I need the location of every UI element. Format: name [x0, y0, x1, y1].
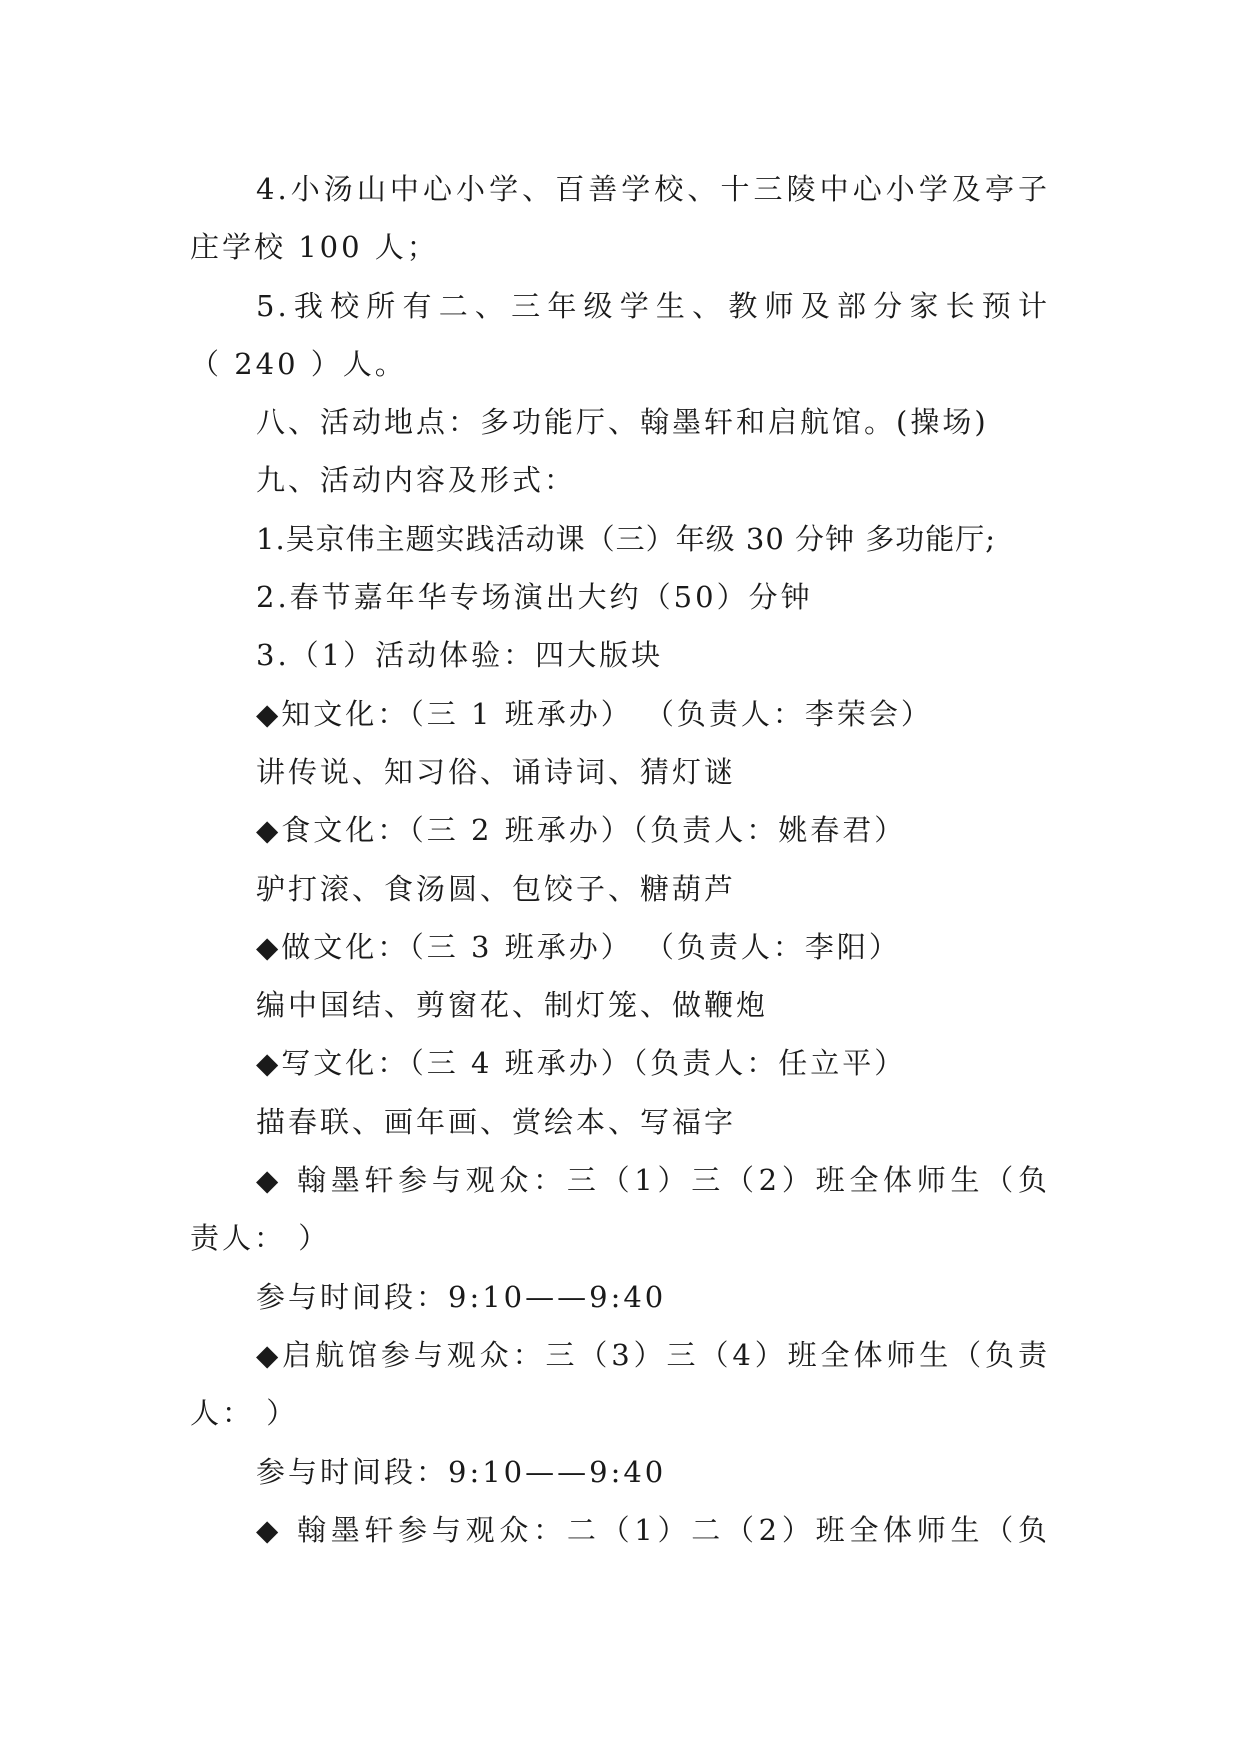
- text-line: 驴打滚、食汤圆、包饺子、糖葫芦: [256, 871, 737, 906]
- text-line: 人： ）: [190, 1396, 299, 1431]
- text-line: 5.我校所有二、三年级学生、教师及部分家长预计: [256, 288, 1050, 323]
- text-line: 2.春节嘉年华专场演出大约（50）分钟: [256, 580, 813, 615]
- text-line: 八、活动地点：多功能厅、翰墨轩和启航馆。(操场): [256, 405, 989, 440]
- text-line: （ 240 ）人。: [190, 346, 407, 381]
- text-line: ◆食文化：（三 2 班承办）（负责人：姚春君）: [256, 813, 907, 848]
- text-line: 3.（1）活动体验：四大版块: [256, 638, 664, 673]
- text-line: 庄学校 100 人；: [190, 230, 439, 265]
- text-line: ◆启航馆参与观众：三（3）三（4）班全体师生（负责: [256, 1337, 1050, 1372]
- text-line: 参与时间段：9:10——9:40: [256, 1279, 667, 1314]
- text-line: 九、活动内容及形式：: [256, 463, 577, 498]
- text-line: 参与时间段：9:10——9:40: [256, 1454, 667, 1489]
- text-line: ◆ 翰墨轩参与观众：二（1）二（2）班全体师生（负: [256, 1512, 1050, 1547]
- text-line: 1.吴京伟主题实践活动课（三）年级 30 分钟 多功能厅;: [256, 521, 996, 556]
- text-line: ◆写文化：（三 4 班承办）（负责人：任立平）: [256, 1046, 907, 1081]
- text-line: ◆ 翰墨轩参与观众：三（1）三（2）班全体师生（负: [256, 1163, 1050, 1198]
- text-line: ◆做文化：（三 3 班承办） （负责人：李阳）: [256, 929, 901, 964]
- text-line: 责人： ）: [190, 1221, 331, 1256]
- text-line: 编中国结、剪窗花、制灯笼、做鞭炮: [256, 988, 769, 1023]
- text-line: ◆知文化：（三 1 班承办） （负责人：李荣会）: [256, 696, 933, 731]
- document-body: [190, 160, 1050, 1559]
- text-line: 讲传说、知习俗、诵诗词、猜灯谜: [256, 754, 737, 789]
- text-line: 描春联、画年画、赏绘本、写福字: [256, 1104, 737, 1139]
- text-line: 4.小汤山中心小学、百善学校、十三陵中心小学及亭子: [256, 172, 1050, 206]
